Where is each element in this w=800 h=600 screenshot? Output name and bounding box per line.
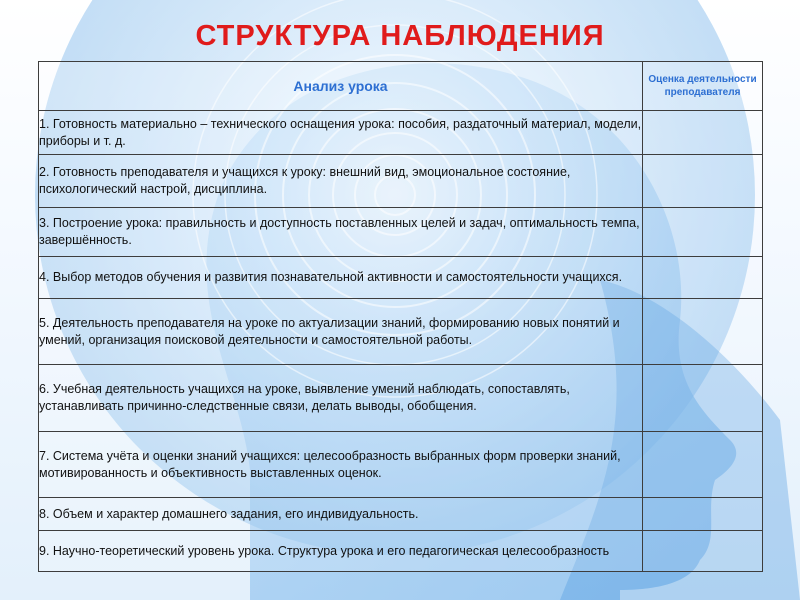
row-text: 1. Готовность материально – технического оснащения урока: пособия, раздаточный материал, модели, приборы и т. д. [39, 111, 643, 155]
row-text: 6. Учебная деятельность учащихся на уроке, выявление умений наблюдать, сопоставлять, устанавливать причинно-следственные связи, делать выводы, обобщения. [39, 365, 643, 432]
table-row [39, 498, 763, 531]
rating-cell[interactable] [643, 531, 763, 572]
row-text: 7. Система учёта и оценки знаний учащихся: целесообразность выбранных форм проверки знаний, мотивированность и объективность выставленных оценок. [39, 432, 643, 498]
rating-cell[interactable] [643, 208, 763, 257]
row-text: 3. Построение урока: правильность и доступность поставленных целей и задач, оптимальность темпа, завершённость. [39, 208, 643, 257]
table-row [39, 155, 763, 208]
rating-cell[interactable] [643, 111, 763, 155]
rating-cell[interactable] [643, 155, 763, 208]
row-text: 4. Выбор методов обучения и развития познавательной активности и самостоятельности учащихся. [39, 257, 643, 299]
page-title: СТРУКТУРА НАБЛЮДЕНИЯ [195, 20, 605, 52]
row-text: 2. Готовность преподавателя и учащихся к уроку: внешний вид, эмоциональное состояние, психологический настрой, дисциплина. [39, 155, 643, 208]
table-row [39, 365, 763, 432]
row-text: 9. Научно-теоретический уровень урока. Структура урока и его педагогическая целесообразность [39, 531, 643, 572]
rating-cell[interactable] [643, 257, 763, 299]
observation-table [38, 61, 763, 572]
rating-cell[interactable] [643, 498, 763, 531]
table-row [39, 111, 763, 155]
row-text: 5. Деятельность преподавателя на уроке по актуализации знаний, формированию новых понятий и умений, организация поисковой деятельности и самостоятельной работы. [39, 299, 643, 365]
header-analysis: Анализ урока [39, 62, 643, 111]
header-rating: Оценка деятельности преподавателя [643, 62, 763, 111]
table-row [39, 257, 763, 299]
rating-cell[interactable] [643, 432, 763, 498]
rating-cell[interactable] [643, 365, 763, 432]
row-text: 8. Объем и характер домашнего задания, его индивидуальность. [39, 498, 643, 531]
table-row [39, 432, 763, 498]
table-row [39, 531, 763, 572]
table-header-row [39, 62, 763, 111]
rating-cell[interactable] [643, 299, 763, 365]
table-row [39, 299, 763, 365]
table-row [39, 208, 763, 257]
